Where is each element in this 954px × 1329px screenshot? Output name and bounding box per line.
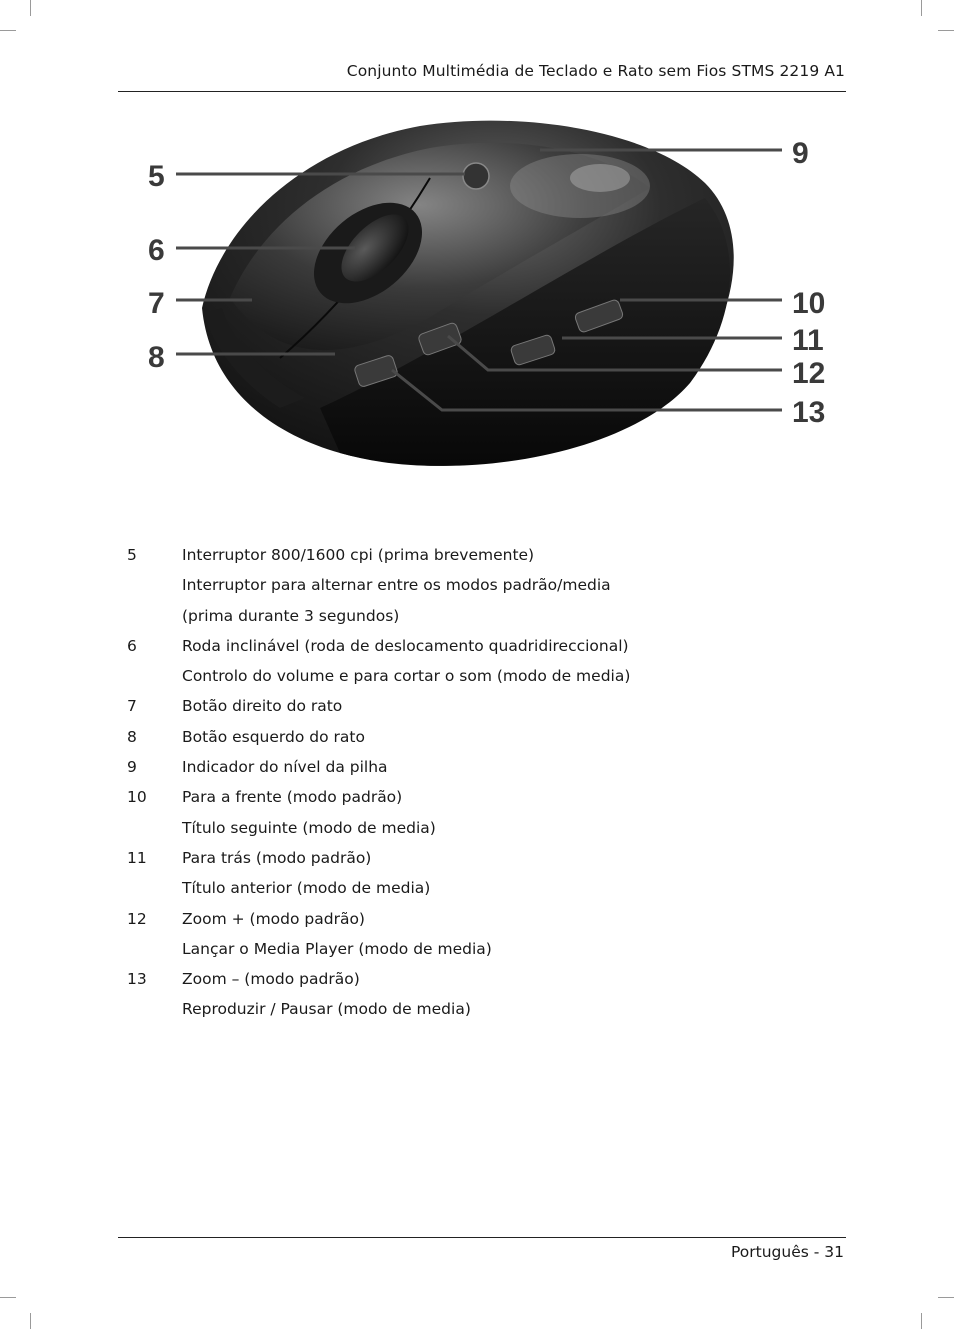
crop-mark xyxy=(938,1297,954,1298)
legend-text: Zoom – (modo padrão) xyxy=(182,970,360,989)
crop-mark xyxy=(0,1297,16,1298)
legend-text: (prima durante 3 segundos) xyxy=(182,606,400,625)
callout-7: 7 xyxy=(148,287,165,320)
legend-text: Indicador do nível da pilha xyxy=(182,758,388,777)
legend-text: Lançar o Media Player (modo de media) xyxy=(182,939,492,958)
parts-legend xyxy=(127,540,827,1025)
legend-text: Botão direito do rato xyxy=(182,697,343,716)
legend-number: 8 xyxy=(127,727,137,746)
legend-number: 9 xyxy=(127,758,137,777)
legend-number: 5 xyxy=(127,546,137,564)
legend-number: 6 xyxy=(127,636,137,655)
legend-row xyxy=(127,904,827,934)
crop-mark xyxy=(921,0,922,16)
legend-row xyxy=(127,601,827,631)
legend-text: Interruptor para alternar entre os modos padrão/media xyxy=(182,576,611,595)
legend-text: Interruptor 800/1600 cpi (prima brevemente) xyxy=(182,546,535,564)
legend-row xyxy=(127,752,827,782)
legend-text: Reproduzir / Pausar (modo de media) xyxy=(182,1000,471,1019)
crop-mark xyxy=(30,1313,31,1329)
callout-13: 13 xyxy=(792,396,826,429)
crop-mark xyxy=(938,30,954,31)
legend-row xyxy=(127,782,827,812)
legend-row xyxy=(127,691,827,721)
legend-text: Zoom + (modo padrão) xyxy=(182,909,365,928)
legend-text: Controlo do volume e para cortar o som (modo de media) xyxy=(182,667,631,686)
legend-row xyxy=(127,813,827,843)
header-rule xyxy=(118,91,846,92)
mouse-illustration xyxy=(130,108,850,498)
legend-number: 10 xyxy=(127,788,147,807)
legend-row xyxy=(127,661,827,691)
legend-row xyxy=(127,964,827,994)
legend-text: Roda inclinável (roda de deslocamento quadridireccional) xyxy=(182,636,629,655)
legend-text: Botão esquerdo do rato xyxy=(182,727,365,746)
legend-row xyxy=(127,843,827,873)
legend-text: Título seguinte (modo de media) xyxy=(182,818,436,837)
legend-text: Para a frente (modo padrão) xyxy=(182,788,403,807)
legend-number: 7 xyxy=(127,697,137,716)
legend-row xyxy=(127,631,827,661)
legend-row xyxy=(127,873,827,903)
callout-8: 8 xyxy=(148,341,165,374)
legend-row xyxy=(127,934,827,964)
legend-row xyxy=(127,722,827,752)
callout-5: 5 xyxy=(148,160,165,193)
legend-number: 12 xyxy=(127,909,147,928)
callout-12: 12 xyxy=(792,357,826,390)
crop-mark xyxy=(0,30,16,31)
legend-number: 13 xyxy=(127,970,147,989)
page-footer: Português - 31 xyxy=(731,1243,844,1261)
footer-rule xyxy=(118,1237,846,1238)
callout-6: 6 xyxy=(148,234,165,267)
callout-10: 10 xyxy=(792,287,826,320)
legend-text: Para trás (modo padrão) xyxy=(182,848,372,867)
mouse-figure xyxy=(130,108,850,498)
legend-text: Título anterior (modo de media) xyxy=(182,879,431,898)
crop-mark xyxy=(921,1313,922,1329)
page-header: Conjunto Multimédia de Teclado e Rato sem Fios STMS 2219 A1 xyxy=(346,62,845,80)
callout-9: 9 xyxy=(792,137,809,170)
callout-11: 11 xyxy=(792,324,824,357)
legend-row xyxy=(127,570,827,600)
legend-number: 11 xyxy=(127,848,147,867)
legend-row xyxy=(127,994,827,1024)
legend-row xyxy=(127,540,827,570)
crop-mark xyxy=(30,0,31,16)
